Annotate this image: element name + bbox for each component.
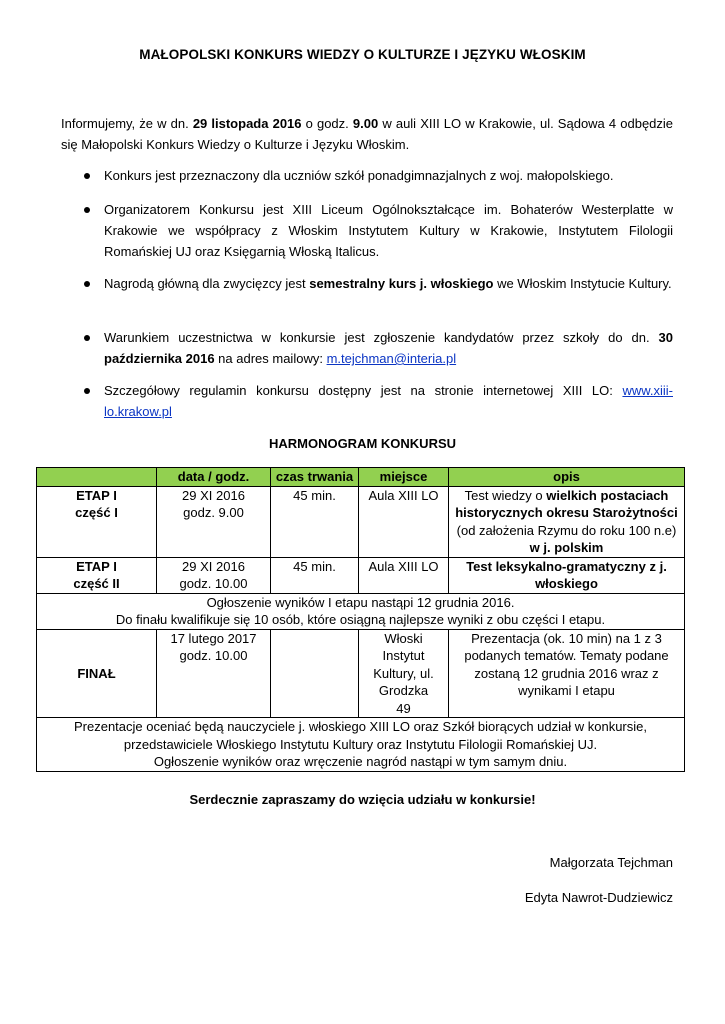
table-row <box>37 486 685 557</box>
bullet-bold: 30 października 2016 <box>104 330 673 366</box>
stage-part: część II <box>73 576 120 591</box>
schedule-title: HARMONOGRAM KONKURSU <box>268 436 457 451</box>
stage-cell: FINAŁ <box>37 629 157 718</box>
bullet-icon <box>84 207 90 213</box>
list-item <box>104 273 673 294</box>
note-line: Do finału kwalifikuje się 10 osób, które osiągną najlepsze wyniki z obu części I etapu. <box>115 612 606 627</box>
header-cell: opis <box>449 468 685 487</box>
bullet-icon <box>84 281 90 287</box>
bullet-icon <box>84 173 90 179</box>
signature-2: Edyta Nawrot-Dudziewicz <box>524 890 673 905</box>
duration-cell <box>271 629 359 718</box>
stage-cell <box>37 486 157 557</box>
schedule-table <box>36 467 685 772</box>
header-cell: data / godz. <box>157 468 271 487</box>
list-item <box>104 327 673 369</box>
intro-text-2: o godz. <box>301 116 353 131</box>
intro-date: 29 listopada 2016 <box>192 116 302 131</box>
header-cell <box>37 468 157 487</box>
email-link[interactable]: m.tejchman@interia.pl <box>326 351 457 366</box>
duration-cell: 45 min. <box>271 557 359 593</box>
document-title: MAŁOPOLSKI KONKURS WIEDZY O KULTURZE I JĘZYKU WŁOSKIM <box>139 47 586 62</box>
note-cell <box>37 593 685 629</box>
list-item <box>104 199 673 262</box>
place-cell: Aula XIII LO <box>359 486 449 557</box>
bullet-bold: semestralny kurs j. włoskiego <box>309 276 494 291</box>
website-link[interactable]: www.xiii-lo.krakow.pl <box>104 383 673 419</box>
stage-part: część I <box>75 505 118 520</box>
duration-cell: 45 min. <box>271 486 359 557</box>
header-cell: czas trwania <box>271 468 359 487</box>
table-row <box>37 718 685 772</box>
date-value: 29 XI 2016 <box>182 558 245 574</box>
desc-bold: wielkich postaciach historycznych okresu Starożytności <box>455 487 678 520</box>
place-cell: Aula XIII LO <box>359 557 449 593</box>
table-header-row <box>37 468 685 487</box>
description-cell <box>449 486 685 557</box>
hour-value: godz. 10.00 <box>179 576 248 591</box>
stage-label: ETAP I <box>76 558 117 574</box>
intro-text-1: Informujemy, że w dn. <box>61 116 193 131</box>
list-item <box>104 380 673 422</box>
bullet-text: Warunkiem uczestnictwa w konkursie jest zgłoszenie kandydatów przez szkoły do dn. <box>104 330 659 345</box>
hour-value: godz. 10.00 <box>179 648 248 663</box>
intro-text-3: w auli XIII LO w Krakowie, ul. Sądowa 4 odbędzie się Małopolski Konkurs Wiedzy o Kulturze i Języku Włoskim. <box>61 116 674 152</box>
bullet-text: Konkurs jest przeznaczony dla uczniów szkół ponadgimnazjalnych z woj. małopolskiego. <box>104 168 614 183</box>
bullet-text: Szczegółowy regulamin konkursu dostępny jest na stronie internetowej XIII LO: <box>104 383 623 398</box>
header-cell: miejsce <box>359 468 449 487</box>
note-cell <box>37 718 685 772</box>
table-row <box>37 557 685 593</box>
bullet-icon <box>84 388 90 394</box>
desc-text: (od założenia Rzymu do roku 100 n.e) <box>456 522 677 538</box>
note-line: Ogłoszenie wyników oraz wręczenie nagród nastąpi w tym samym dniu. <box>153 754 568 769</box>
date-value: 29 XI 2016 <box>182 487 245 503</box>
date-cell <box>157 557 271 593</box>
desc-bold: w j. polskim <box>529 540 604 555</box>
description-cell: Test leksykalno-gramatyczny z j. włoskiego <box>449 557 685 593</box>
bullet-text: Organizatorem Konkursu jest XIII Liceum Ogólnokształcące im. Bohaterów Westerplatte w Krakowie we współpracy z Włoskim Instytutem Kultury w Krakowie, Instytutem Filologii Romańskiej UJ oraz Księgarnią Włoską Italicus. <box>104 202 673 259</box>
stage-label: ETAP I <box>76 487 117 503</box>
bullet-text: Nagrodą główną dla zwycięzcy jest <box>104 276 310 291</box>
hour-value: godz. 9.00 <box>183 505 244 520</box>
intro-paragraph <box>61 113 673 155</box>
signature-1: Małgorzata Tejchman <box>549 855 673 870</box>
note-line: Prezentacje oceniać będą nauczyciele j. włoskiego XIII LO oraz Szkół biorących udział w konkursie, <box>73 719 647 734</box>
bullet-icon <box>84 335 90 341</box>
description-cell: Prezentacja (ok. 10 min) na 1 z 3 podanych tematów. Tematy podane zostaną 12 grudnia 2016 wraz z wynikami I etapu <box>449 629 685 718</box>
desc-text: Test wiedzy o <box>464 487 547 503</box>
bullet-text: we Włoskim Instytucie Kultury. <box>493 276 672 291</box>
note-line: przedstawiciele Włoskiego Instytutu Kultury oraz Instytutu Filologii Romańskiej UJ. <box>123 736 598 752</box>
note-line: Ogłoszenie wyników I etapu nastąpi 12 grudnia 2016. <box>206 594 515 610</box>
stage-cell <box>37 557 157 593</box>
bullet-text: na adres mailowy: <box>214 351 327 366</box>
date-value: 17 lutego 2017 <box>170 630 257 646</box>
list-item <box>104 165 673 186</box>
table-row <box>37 593 685 629</box>
closing-invitation: Serdecznie zapraszamy do wzięcia udziału w konkursie! <box>189 792 536 807</box>
intro-time: 9.00 <box>352 116 379 131</box>
date-cell <box>157 629 271 718</box>
place-cell: Włoski Instytut Kultury, ul. Grodzka 49 <box>359 629 449 718</box>
date-cell <box>157 486 271 557</box>
table-row <box>37 629 685 718</box>
